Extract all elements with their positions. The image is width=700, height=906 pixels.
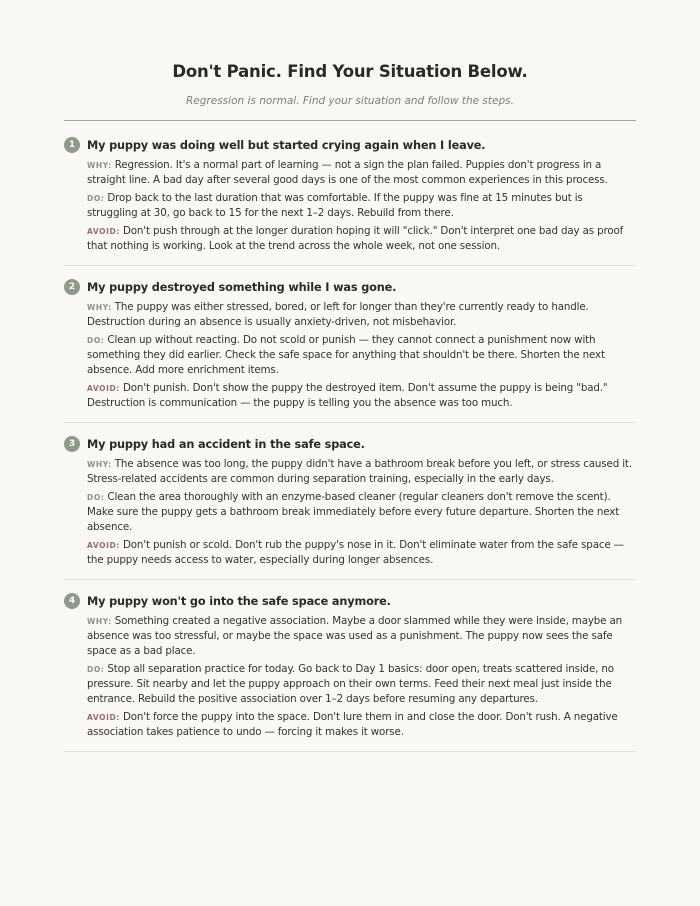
do-label: DO:: [87, 336, 105, 345]
situation-number-badge: 4: [64, 593, 80, 609]
do-paragraph: [87, 662, 636, 707]
why-label: WHY:: [87, 161, 112, 170]
why-text: Something created a negative association. Maybe a door slammed while they were inside, maybe an absence was too stressful, or maybe the space was used as a punishment. The puppy now sees the safe space as a bad place.: [87, 615, 623, 657]
situation-3: [64, 435, 636, 580]
do-paragraph: [87, 191, 636, 221]
avoid-text: Don't push through at the longer duration hoping it will "click." Don't interpret one bad day as proof that nothing is working. Look at the trend across the whole week, not one session.: [87, 225, 624, 252]
situation-header: [64, 592, 636, 610]
situation-title: My puppy destroyed something while I was gone.: [87, 280, 397, 294]
why-paragraph: [87, 300, 636, 330]
avoid-paragraph: [87, 710, 636, 740]
page-title: Don't Panic. Find Your Situation Below.: [172, 62, 528, 81]
avoid-text: Don't punish. Don't show the puppy the destroyed item. Don't assume the puppy is being "bad." Destruction is communication — the puppy is telling you the absence was too much.: [87, 382, 608, 409]
situation-header: [64, 435, 636, 453]
situation-body: [64, 614, 636, 740]
situation-title: My puppy won't go into the safe space anymore.: [87, 594, 391, 608]
header-divider: [64, 120, 636, 121]
situation-body: [64, 300, 636, 411]
situation-number-badge: 3: [64, 436, 80, 452]
do-label: DO:: [87, 493, 105, 502]
why-text: The puppy was either stressed, bored, or left for longer than they're currently ready to handle. Destruction during an absence is usually anxiety-driven, not misbehavior.: [87, 301, 589, 328]
situation-title: My puppy was doing well but started crying again when I leave.: [87, 138, 486, 152]
avoid-paragraph: [87, 224, 636, 254]
avoid-label: AVOID:: [87, 384, 120, 393]
situation-body: [64, 457, 636, 568]
avoid-label: AVOID:: [87, 227, 120, 236]
situation-title: My puppy had an accident in the safe space.: [87, 437, 365, 451]
do-text: Clean up without reacting. Do not scold or punish — they cannot connect a punishment now with something they did earlier. Check the safe space for anything that shouldn't be there. Shorten the next absence. Add more enrichment items.: [87, 334, 605, 376]
why-paragraph: [87, 158, 636, 188]
avoid-text: Don't punish or scold. Don't rub the puppy's nose in it. Don't eliminate water from the safe space — the puppy needs access to water, especially during longer absences.: [87, 539, 624, 566]
do-label: DO:: [87, 665, 105, 674]
do-label: DO:: [87, 194, 105, 203]
situation-body: [64, 158, 636, 254]
situation-1: [64, 136, 636, 266]
do-text: Stop all separation practice for today. Go back to Day 1 basics: door open, treats scattered inside, no pressure. Sit nearby and let the puppy approach on their own terms. Feed their next meal just inside the entrance. Rebuild the positive association over 1–2 days before resuming any departures.: [87, 663, 614, 705]
situation-number-badge: 1: [64, 137, 80, 153]
do-text: Clean the area thoroughly with an enzyme-based cleaner (regular cleaners don't remove the scent). Make sure the puppy gets a bathroom break immediately before every future departure. Shorten the next absence.: [87, 491, 620, 533]
why-text: Regression. It's a normal part of learning — not a sign the plan failed. Puppies don't progress in a straight line. A bad day after several good days is one of the most common experiences in this process.: [87, 159, 608, 186]
why-label: WHY:: [87, 303, 112, 312]
situation-number-badge: 2: [64, 279, 80, 295]
do-paragraph: [87, 333, 636, 378]
situation-header: [64, 136, 636, 154]
avoid-text: Don't force the puppy into the space. Don't lure them in and close the door. Don't rush. A negative association takes patience to undo — forcing it makes it worse.: [87, 711, 618, 738]
why-text: The absence was too long, the puppy didn't have a bathroom break before you left, or stress caused it. Stress-related accidents are common during separation training, especially in the early days.: [87, 458, 632, 485]
do-text: Drop back to the last duration that was comfortable. If the puppy was fine at 15 minutes but is struggling at 30, go back to 15 for the next 1–2 days. Rebuild from there.: [87, 192, 583, 219]
avoid-label: AVOID:: [87, 713, 120, 722]
avoid-label: AVOID:: [87, 541, 120, 550]
do-paragraph: [87, 490, 636, 535]
page-subtitle: Regression is normal. Find your situation and follow the steps.: [186, 95, 514, 107]
situation-2: [64, 278, 636, 423]
why-label: WHY:: [87, 617, 112, 626]
situation-header: [64, 278, 636, 296]
avoid-paragraph: [87, 381, 636, 411]
situation-4: [64, 592, 636, 752]
avoid-paragraph: [87, 538, 636, 568]
why-paragraph: [87, 614, 636, 659]
why-paragraph: [87, 457, 636, 487]
situation-list: [64, 136, 636, 752]
why-label: WHY:: [87, 460, 112, 469]
